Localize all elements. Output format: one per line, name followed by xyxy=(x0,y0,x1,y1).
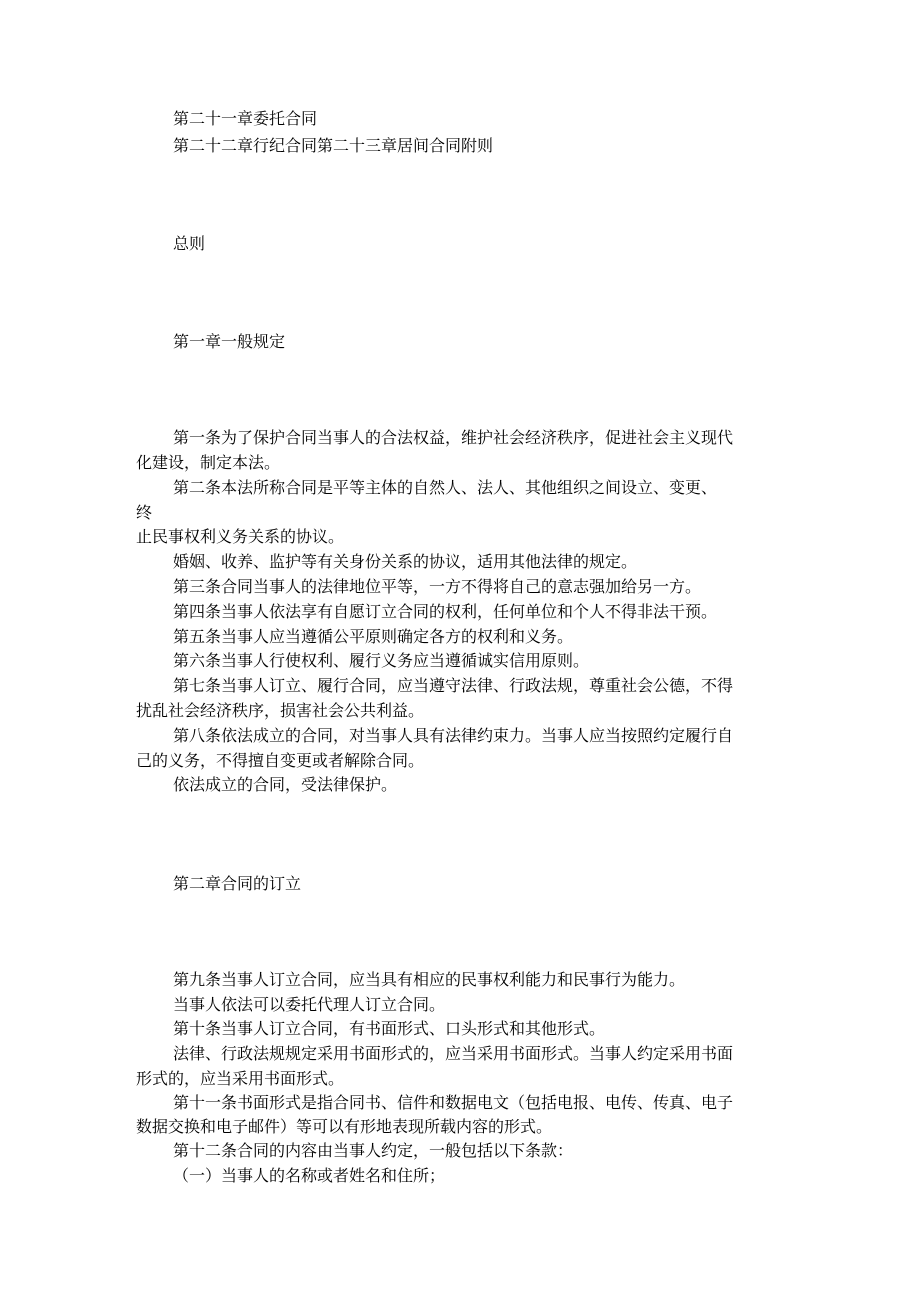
paragraph-line: 第二条本法所称合同是平等主体的自然人、法人、其他组织之间设立、变更、 xyxy=(173,478,718,497)
chapter-heading: 第一章一般规定 xyxy=(173,332,286,351)
paragraph-line: 形式的，应当采用书面形式。 xyxy=(136,1069,345,1088)
paragraph-line: 第十条当事人订立合同，有书面形式、口头形式和其他形式。 xyxy=(173,1019,606,1038)
paragraph-line: 第五条当事人应当遵循公平原则确定各方的权利和义务。 xyxy=(173,627,574,646)
paragraph-line: 法律、行政法规规定采用书面形式的，应当采用书面形式。当事人约定采用书面 xyxy=(173,1044,734,1063)
paragraph-line: 第十一条书面形式是指合同书、信件和数据电文（包括电报、电传、传真、电子 xyxy=(173,1093,734,1112)
chapter-heading: 第二章合同的订立 xyxy=(173,874,302,893)
part-heading: 总则 xyxy=(173,234,206,253)
paragraph-line: 第四条当事人依法享有自愿订立合同的权利，任何单位和个人不得非法干预。 xyxy=(173,602,718,621)
paragraph-line: 第十二条合同的内容由当事人约定，一般包括以下条款： xyxy=(173,1141,574,1160)
paragraph-line: 止民事权利义务关系的协议。 xyxy=(136,527,345,546)
toc-line: 第二十一章委托合同 xyxy=(173,109,318,128)
toc-line: 第二十二章行纪合同第二十三章居间合同附则 xyxy=(173,136,494,155)
paragraph-line: 第九条当事人订立合同，应当具有相应的民事权利能力和民事行为能力。 xyxy=(173,970,686,989)
paragraph-line: （一）当事人的名称或者姓名和住所； xyxy=(173,1166,446,1185)
paragraph-line: 第八条依法成立的合同，对当事人具有法律约束力。当事人应当按照约定履行自 xyxy=(173,726,734,745)
paragraph-line: 数据交换和电子邮件）等可以有形地表现所载内容的形式。 xyxy=(136,1117,553,1136)
paragraph-line: 婚姻、收养、监护等有关身份关系的协议，适用其他法律的规定。 xyxy=(173,552,638,571)
paragraph-line: 第三条合同当事人的法律地位平等，一方不得将自己的意志强加给另一方。 xyxy=(173,577,702,596)
paragraph-line: 第一条为了保护合同当事人的合法权益，维护社会经济秩序，促进社会主义现代 xyxy=(173,428,734,447)
paragraph-line: 终 xyxy=(136,503,153,522)
paragraph-line: 扰乱社会经济秩序，损害社会公共利益。 xyxy=(136,701,425,720)
paragraph-line: 当事人依法可以委托代理人订立合同。 xyxy=(173,995,446,1014)
paragraph-line: 依法成立的合同，受法律保护。 xyxy=(173,775,398,794)
paragraph-line: 第七条当事人订立、履行合同，应当遵守法律、行政法规，尊重社会公德，不得 xyxy=(173,676,734,695)
paragraph-line: 第六条当事人行使权利、履行义务应当遵循诚实信用原则。 xyxy=(173,651,590,670)
paragraph-line: 己的义务，不得擅自变更或者解除合同。 xyxy=(136,751,425,770)
paragraph-line: 化建设，制定本法。 xyxy=(136,453,281,472)
